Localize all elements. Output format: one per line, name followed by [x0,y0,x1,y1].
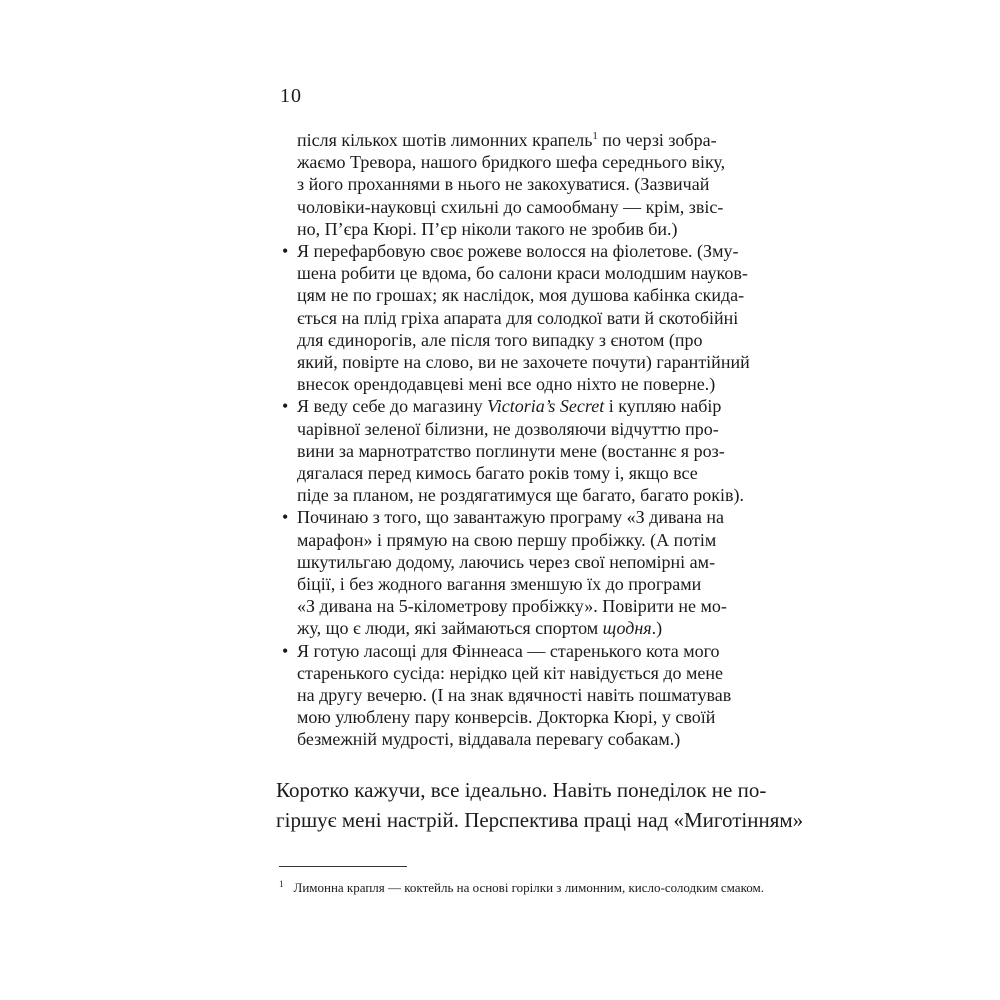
list-item-line: чарівної зеленої білизни, не дозволяючи відчуттю про- [297,418,719,439]
bullet-marker: • [282,396,289,417]
list-item-text: жу, що є люди, які займаються спортом [297,618,603,639]
intro-line [297,128,717,152]
list-item-line: старенького сусіда: нерідко цей кіт навідується до мене [297,662,724,683]
intro-line: з його проханнями в нього не закохуватися. (Зазвичай [297,174,710,195]
list-item-line: шкутильгаю додому, лаючись через свої непомірні ам- [297,551,716,572]
list-item-line: піде за планом, не роздягатимуся ще багато, багато років). [297,485,745,506]
bullet-marker: • [282,241,289,261]
list-item-line: вини за марнотратство поглинути мене (востаннє я роз- [297,440,725,461]
intro-line: жаємо Тревора, нашого бридкого шефа середнього віку, [297,152,726,173]
list-item-line: шена робити це вдома, бо салони краси молодшим науков- [297,263,748,284]
footnote-reference: 1 [592,130,598,142]
bullet-marker: • [282,507,289,528]
intro-line: но, П’єра Кюрі. П’єр ніколи такого не зробив би.) [297,218,678,239]
list-item-text: .) [651,618,663,639]
page-number: 10 [280,85,302,107]
emphasis-text: щодня [602,618,652,639]
list-item-text: Я веду себе до магазину [297,396,488,417]
paragraph-line: гіршує мені настрій. Перспектива праці над «Миготінням» [276,807,804,832]
list-item-line: марафон» і прямую на свою першу пробіжку. (А потім [297,529,717,550]
list-item-line: ється на плід гріха апарата для солодкої вати й скотобійні [297,307,739,328]
list-item-line: для єдинорогів, але після того випадку з єнотом (про [297,329,703,350]
footnote [279,878,764,896]
footnote-text: Лимонна крапля — коктейль на основі горілки з лимонним, кисло-солодким смаком. [293,880,764,895]
list-item-line: «З дивана на 5-кілометрову пробіжку». Повірити не мо- [297,596,727,617]
footnote-mark: 1 [279,878,284,889]
list-item-line: мою улюблену пару конверсів. Докторка Кюрі, у своїй [297,707,716,728]
list-item-line: на другу вечерю. (І на знак вдячності навіть пошматував [297,685,732,705]
list-item-line: цям не по грошах; як наслідок, моя душова кабінка скида- [297,285,745,306]
footnote-divider [279,866,407,867]
intro-line-text: по черзі зобра- [597,130,717,150]
brand-name: Victoria’s Secret [487,396,605,417]
intro-line-text: після кількох шотів лимонних крапель [297,130,593,150]
list-item-line: Починаю з того, що завантажую програму «З дивана на [297,507,724,528]
list-item-line: дягалася перед кимось багато років тому і, якщо все [297,463,698,483]
list-item-text: і купляю набір [604,396,722,417]
bullet-marker: • [282,640,289,661]
list-item-line: біції, і без жодного вагання зменшую їх до програми [297,574,702,594]
list-item-line: Я готую ласощі для Фіннеаса — старенького кота мого [297,640,720,661]
list-item-line: Я перефарбовую своє рожеве волосся на фіолетове. (Зму- [297,241,739,261]
list-item-line: внесок орендодавцеві мені все одно ніхто не поверне.) [297,374,716,395]
list-item-line [297,616,662,640]
list-item-line [297,394,721,418]
intro-line: чоловіки-науковці схильні до самообману — крім, звіс- [297,196,724,217]
list-item-line: який, повірте на слово, ви не захочете почути) гарантійний [297,352,750,372]
list-item-line: безмежній мудрості, віддавала перевагу собакам.) [297,729,681,750]
paragraph-line: Коротко кажучи, все ідеально. Навіть понеділок не по- [276,777,767,802]
